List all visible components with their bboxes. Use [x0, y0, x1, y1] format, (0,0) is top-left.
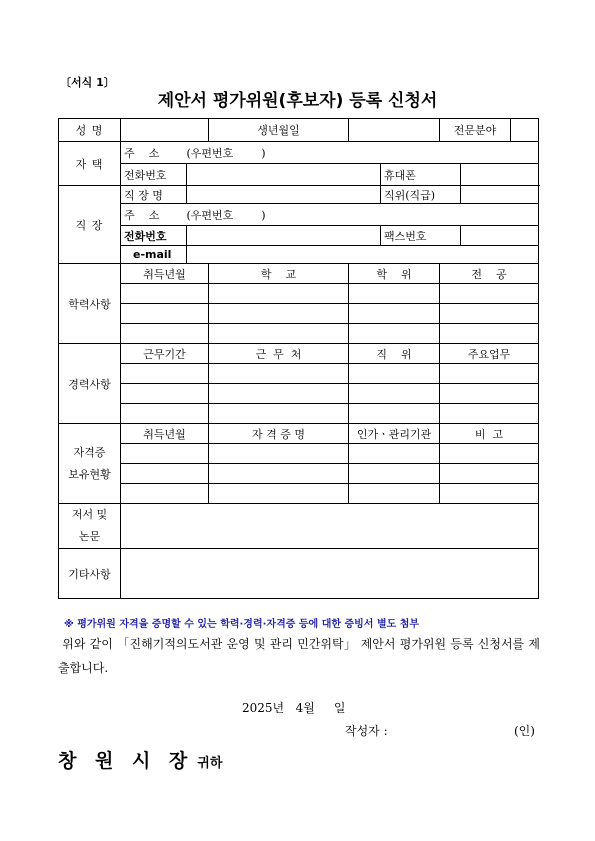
writer-label: 작성자 :: [345, 724, 388, 738]
birth-field[interactable]: [349, 119, 440, 142]
education-row: [59, 284, 539, 304]
birth-label: 생년월일: [209, 119, 349, 142]
license-label: [59, 424, 121, 504]
education-label: 학력사항: [59, 264, 121, 344]
license-row: [59, 444, 539, 464]
work-label: 직 장: [59, 186, 121, 264]
career-header-position: 직 위: [349, 344, 440, 364]
honorific: 귀하: [197, 756, 223, 771]
attachment-note: ※ 평가위원 자격을 증명할 수 있는 학력·경력·자격증 등에 대한 증빙서 별도 첨부: [64, 619, 420, 630]
education-header-school: 학 교: [209, 264, 349, 284]
work-address-field[interactable]: (우편번호 ): [187, 204, 539, 226]
career-row: [59, 364, 539, 384]
education-header-major: 전 공: [440, 264, 539, 284]
statement-paragraph: [58, 632, 540, 680]
work-phone-label: 전화번호: [121, 226, 187, 246]
education-row: [59, 304, 539, 324]
fax-label: 팩스번호: [381, 226, 461, 246]
home-phone-field[interactable]: [187, 164, 381, 186]
name-label: 성 명: [59, 119, 121, 142]
education-header-degree: 학 위: [349, 264, 440, 284]
license-header-agency: 인가ㆍ관리기관: [349, 424, 440, 444]
license-row: [59, 484, 539, 504]
home-address-label: 주 소: [121, 142, 187, 164]
email-label: e-mail: [121, 246, 187, 264]
addressee: [58, 746, 222, 773]
application-form-table: [58, 118, 539, 599]
papers-label-line1: 저서 및: [71, 508, 108, 521]
position-label: 직위(직급): [381, 186, 461, 204]
statement-text: 위와 같이 「진해기적의도서관 운영 및 관리 민간위탁」 제안서 평가위원 등록 신청서를 제출합니다.: [58, 637, 540, 675]
education-header-date: 취득년월: [121, 264, 209, 284]
home-mobile-label: 휴대폰: [381, 164, 461, 186]
position-field[interactable]: [461, 186, 539, 204]
work-phone-field[interactable]: [187, 226, 381, 246]
education-row: [59, 324, 539, 344]
name-field[interactable]: [121, 119, 209, 142]
company-field[interactable]: [187, 186, 381, 204]
field-cell: [440, 119, 539, 142]
work-address-label: 주 소: [121, 204, 187, 226]
papers-label-line2: 논문: [78, 530, 101, 543]
papers-label: [59, 504, 121, 549]
license-header-remarks: 비 고: [440, 424, 539, 444]
career-header-workplace: 근 무 처: [209, 344, 349, 364]
license-header-name: 자 격 증 명: [209, 424, 349, 444]
form-number: 〔서식 1〕: [60, 76, 115, 89]
other-field[interactable]: [121, 549, 539, 599]
submission-date: 2025년 4월 일: [242, 701, 346, 715]
license-header-date: 취득년월: [121, 424, 209, 444]
career-row: [59, 404, 539, 424]
career-header-duties: 주요업무: [440, 344, 539, 364]
home-mobile-field[interactable]: [461, 164, 539, 186]
home-label: 자 택: [59, 142, 121, 186]
specialty-label: 전문분야: [440, 119, 511, 141]
fax-field[interactable]: [461, 226, 539, 246]
license-label-line1: 자격증: [73, 445, 106, 459]
career-label: 경력사항: [59, 344, 121, 424]
home-phone-label: 전화번호: [121, 164, 187, 186]
company-label: 직 장 명: [121, 186, 187, 204]
license-label-line2: 보유현황: [68, 467, 111, 481]
papers-field[interactable]: [121, 504, 539, 549]
career-header-period: 근무기간: [121, 344, 209, 364]
home-address-field[interactable]: (우편번호 ): [187, 142, 539, 164]
specialty-field[interactable]: [511, 119, 538, 141]
other-label: 기타사항: [59, 549, 121, 599]
addressee-name: 창 원 시 장: [58, 750, 194, 772]
seal-mark: (인): [514, 724, 535, 738]
page-title: 제안서 평가위원(후보자) 등록 신청서: [157, 91, 438, 111]
license-row: [59, 464, 539, 484]
career-row: [59, 384, 539, 404]
email-field[interactable]: [187, 246, 539, 264]
